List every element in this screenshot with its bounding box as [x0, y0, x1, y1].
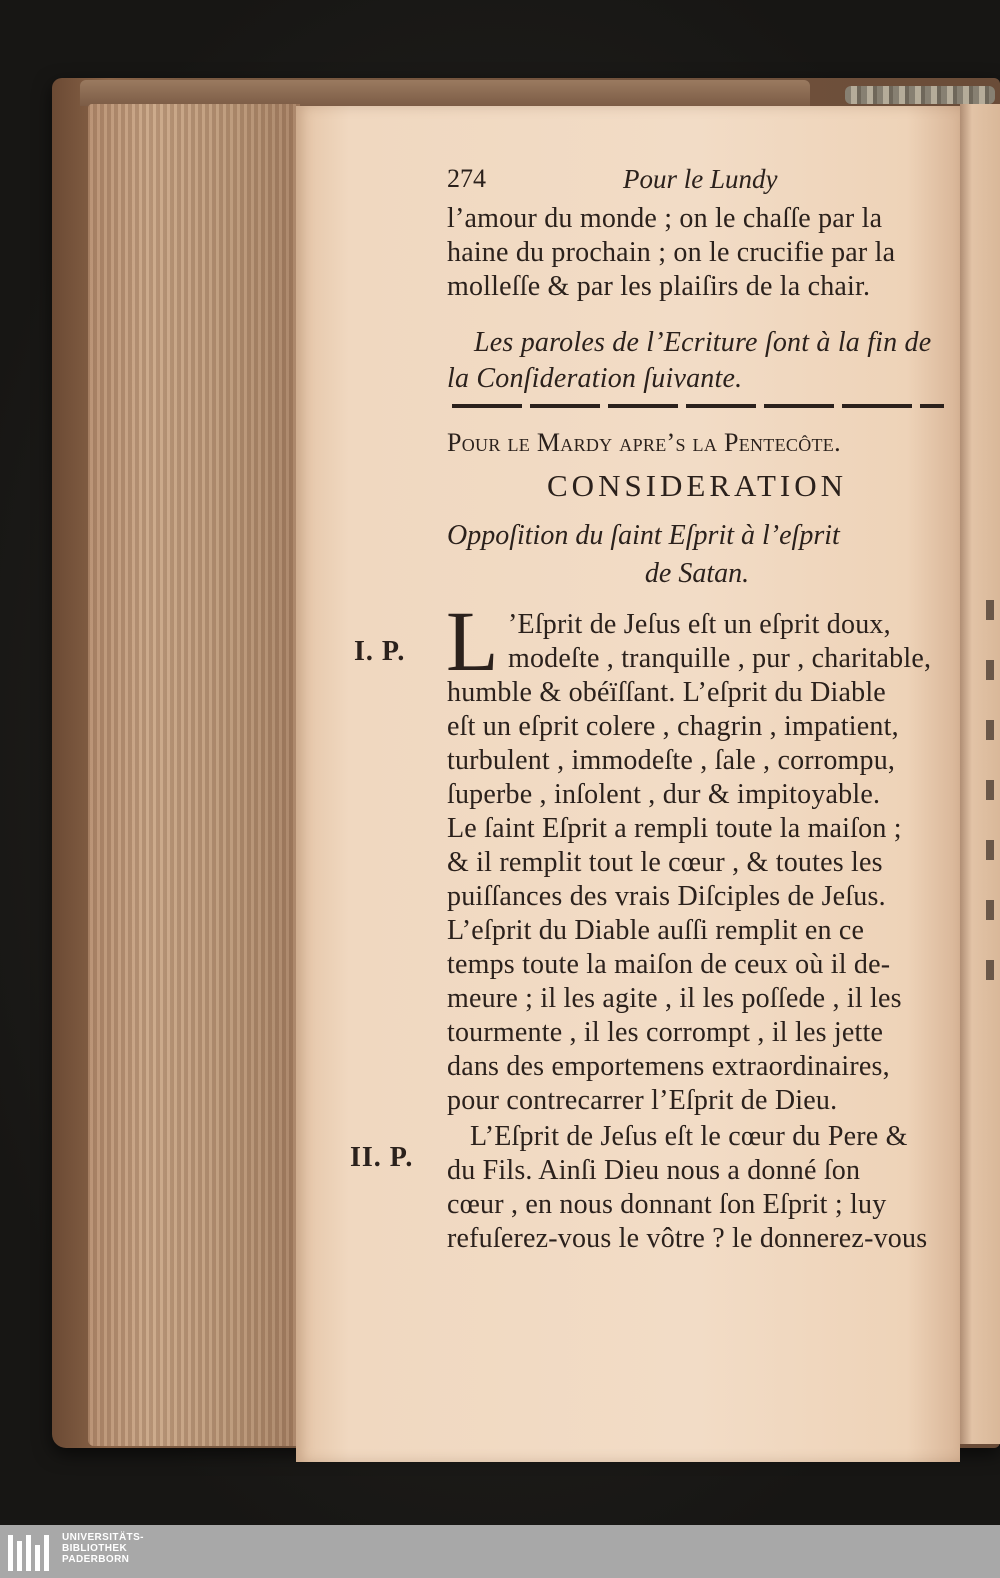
paragraph-line: puiſſances des vrais Diſciples de Jeſus.: [447, 881, 886, 912]
paragraph-line: pour contrecarrer l’Eſprit de Dieu.: [447, 1085, 838, 1116]
logo-line: UNIVERSITÄTS-: [62, 1532, 144, 1543]
note-line: la Conſideration ſuivante.: [447, 363, 743, 394]
paragraph-line: eſt un eſprit colere , chagrin , impatient,: [447, 711, 899, 742]
library-logo-icon: [8, 1535, 52, 1571]
margin-label-second-point: II. P.: [350, 1142, 414, 1173]
headband: [845, 86, 995, 104]
show-through-marks: [986, 600, 994, 980]
library-logo-text: [62, 1532, 144, 1565]
paragraph-line: ſuperbe , inſolent , dur & impitoyable.: [447, 779, 881, 810]
paragraph-line: modeſte , tranquille , pur , charitable,: [508, 643, 932, 674]
section-heading: Pour le Mardy apre’s la Pentecôte.: [447, 428, 841, 457]
paragraph-line: cœur , en nous donnant ſon Eſprit ; luy: [447, 1189, 887, 1220]
facing-page-edge: [960, 104, 1000, 1444]
running-title: Pour le Lundy: [623, 164, 778, 194]
paragraph-line: dans des emportemens extraordinaires,: [447, 1051, 890, 1082]
section-divider: [452, 404, 944, 408]
drop-cap: L: [446, 593, 499, 689]
section-subtitle-continued: de Satan.: [644, 558, 750, 589]
section-title: CONSIDERATION: [547, 468, 847, 503]
margin-label-first-point: I. P.: [354, 636, 406, 667]
paragraph-line: Le ſaint Eſprit a rempli toute la maiſon ;: [447, 813, 902, 844]
body-line: haine du prochain ; on le crucifie par la: [447, 237, 896, 268]
paragraph-line: refuſerez-vous le vôtre ? le donnerez-vous: [447, 1223, 928, 1254]
running-head: [447, 164, 947, 200]
page-block-edges: [88, 104, 300, 1446]
paragraph-line: tourmente , il les corrompt , il les jette: [447, 1017, 884, 1048]
paragraph-line: turbulent , immodeſte , ſale , corrompu,: [447, 745, 896, 776]
body-line: molleſſe & par les plaiſirs de la chair.: [447, 271, 871, 302]
paragraph-line: temps toute la maiſon de ceux où il de-: [447, 949, 891, 980]
paragraph-line: du Fils. Ainſi Dieu nous a donné ſon: [447, 1155, 861, 1186]
logo-line: PADERBORN: [62, 1554, 130, 1565]
logo-line: BIBLIOTHEK: [62, 1543, 128, 1554]
paragraph-line: ’Eſprit de Jeſus eſt un eſprit doux,: [508, 609, 891, 640]
page-number: 274: [447, 164, 486, 193]
footer-bar: [0, 1525, 1000, 1578]
paragraph-line: L’Eſprit de Jeſus eſt le cœur du Pere &: [470, 1121, 908, 1152]
paragraph-line: L’eſprit du Diable auſſi remplit en ce: [447, 915, 865, 946]
book-cover-top-edge: [80, 80, 810, 106]
paragraph-line: & il remplit tout le cœur , & toutes les: [447, 847, 883, 878]
paragraph-line: humble & obéïſſant. L’eſprit du Diable: [447, 677, 886, 708]
section-subtitle: Oppoſition du ſaint Eſprit à l’eſprit: [447, 520, 840, 551]
body-line: l’amour du monde ; on le chaſſe par la: [447, 203, 883, 234]
paragraph-line: meure ; il les agite , il les poſſede , il les: [447, 983, 902, 1014]
note-line: Les paroles de l’Ecriture ſont à la fin de: [474, 327, 932, 358]
